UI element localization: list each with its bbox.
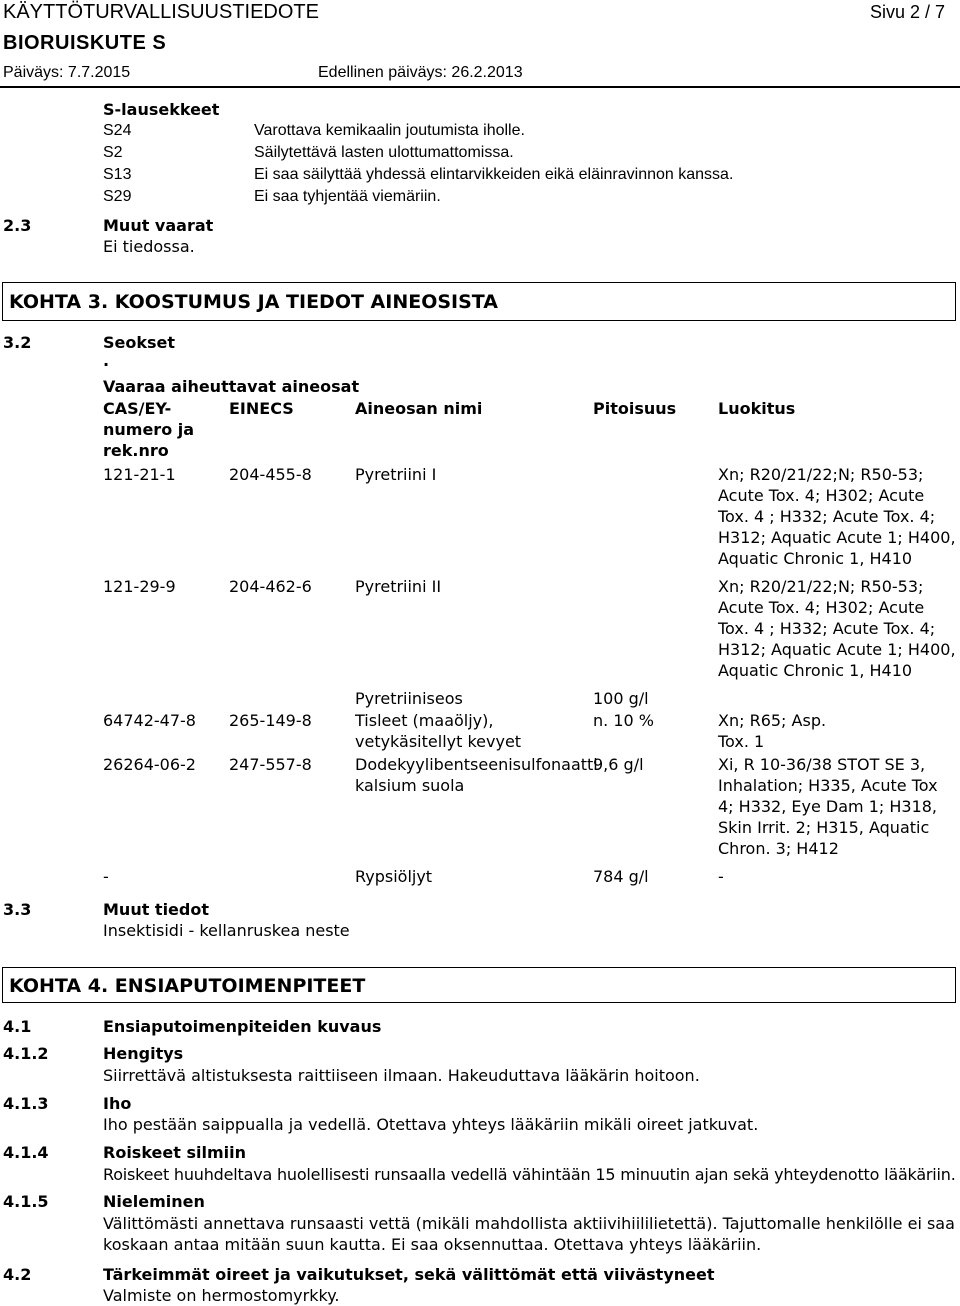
section-4-heading: KOHTA 4. ENSIAPUTOIMENPITEET (2, 967, 956, 1003)
s-code: S13 (103, 166, 132, 183)
table-cell-name: Rypsiöljyt (355, 867, 433, 886)
s-phrases-heading: S-lausekkeet (103, 100, 220, 119)
section-number: 3.2 (3, 333, 32, 352)
previous-date: Edellinen päiväys: 26.2.2013 (318, 64, 523, 81)
section-number: 4.2 (3, 1265, 32, 1284)
section-title: Ensiaputoimenpiteiden kuvaus (103, 1017, 382, 1036)
s-text: Ei saa tyhjentää viemäriin. (254, 188, 441, 205)
table-cell-name: Pyretriini I (355, 465, 437, 484)
subsection-number: 4.1.4 (3, 1143, 49, 1162)
table-cell-einecs: 265-149-8 (229, 711, 312, 730)
subsection-title: Hengitys (103, 1044, 184, 1063)
table-cell-classification: - (718, 867, 724, 886)
section-text: Insektisidi - kellanruskea neste (103, 921, 350, 940)
table-cell-einecs: 247-557-8 (229, 755, 312, 774)
s-text: Säilytettävä lasten ulottumattomissa. (254, 144, 514, 161)
subsection-title: Roiskeet silmiin (103, 1143, 246, 1162)
table-cell-cas: 26264-06-2 (103, 755, 196, 774)
column-header-concentration: Pitoisuus (593, 399, 677, 418)
subsection-title: Nieleminen (103, 1192, 205, 1211)
subsection-text: Siirrettävä altistuksesta raittiiseen ilmaan. Hakeuduttava lääkärin hoitoon. (103, 1066, 700, 1085)
document-type: KÄYTTÖTURVALLISUUSTIEDOTE (3, 1, 319, 23)
header-rule (0, 86, 960, 88)
column-header-einecs: EINECS (229, 399, 294, 418)
table-cell-cas: - (103, 867, 109, 886)
subsection-number: 4.1.2 (3, 1044, 49, 1063)
product-name: BIORUISKUTE S (3, 32, 167, 54)
table-cell-concentration: 100 g/l (593, 689, 649, 708)
dot: . (103, 351, 110, 370)
subsection-text: Roiskeet huuhdeltava huolellisesti runsaalla vedellä vähintään 15 minuutin ajan sekä yhteydenotto lääkäriin. (103, 1165, 956, 1184)
section-text: Valmiste on hermostomyrkky. (103, 1286, 340, 1305)
s-text: Ei saa säilyttää yhdessä elintarvikkeiden eikä eläinravinnon kanssa. (254, 166, 734, 183)
section-title: Muut vaarat (103, 216, 214, 235)
subsection-number: 4.1.3 (3, 1094, 49, 1113)
section-title: Seokset (103, 333, 176, 352)
section-text: Ei tiedossa. (103, 237, 195, 256)
table-cell-concentration: 784 g/l (593, 867, 649, 886)
table-cell-name: Pyretriiniseos (355, 689, 463, 708)
table-cell-cas: 64742-47-8 (103, 711, 196, 730)
section-title: Tärkeimmät oireet ja vaikutukset, sekä välittömät että viivästyneet (103, 1265, 715, 1284)
section-title: Muut tiedot (103, 900, 209, 919)
s-code: S24 (103, 122, 132, 139)
page-number: Sivu 2 / 7 (870, 2, 946, 22)
date: Päiväys: 7.7.2015 (3, 64, 131, 81)
table-cell-einecs: 204-462-6 (229, 577, 312, 596)
table-cell-concentration: 9,6 g/l (593, 755, 644, 774)
column-header-cas: CAS/EY-numero ja rek.nro (103, 399, 195, 460)
table-cell-concentration: n. 10 % (593, 711, 654, 730)
table-cell-name: Pyretriini II (355, 577, 442, 596)
s-code: S2 (103, 144, 123, 161)
table-title: Vaaraa aiheuttavat aineosat (103, 377, 360, 396)
table-cell-name: Tisleet (maaöljy), vetykäsitellyt kevyet (355, 711, 522, 751)
subsection-number: 4.1.5 (3, 1192, 49, 1211)
table-cell-classification: Xn; R65; Asp. Tox. 1 (718, 711, 827, 751)
table-cell-classification: Xn; R20/21/22;N; R50-53; Acute Tox. 4; H302; Acute Tox. 4 ; H332; Acute Tox. 4; H312; Aquatic Acute 1; H400, Aquatic Chronic 1, H410 (718, 577, 956, 680)
column-header-name: Aineosan nimi (355, 399, 483, 418)
section-number: 3.3 (3, 900, 32, 919)
subsection-text: Välittömästi annettava runsaasti vettä (mikäli mahdollista aktiivihiililietettä). Tajuttomalle henkilölle ei saa koskaan antaa mitään suun kautta. Ei saa oksennuttaa. Otettava yhteys lääkäriin. (103, 1214, 955, 1254)
table-cell-classification: Xi, R 10-36/38 STOT SE 3, Inhalation; H335, Acute Tox 4; H332, Eye Dam 1; H318, Skin Irrit. 2; H315, Aquatic Chron. 3; H412 (718, 755, 938, 858)
section-3-heading: KOHTA 3. KOOSTUMUS JA TIEDOT AINEOSISTA (2, 282, 956, 321)
table-cell-name: Dodekyylibentseenisulfonaatti kalsium suola (355, 755, 598, 795)
table-cell-cas: 121-21-1 (103, 465, 176, 484)
s-code: S29 (103, 188, 132, 205)
section-number: 4.1 (3, 1017, 32, 1036)
section-number: 2.3 (3, 216, 32, 235)
s-text: Varottava kemikaalin joutumista iholle. (254, 122, 525, 139)
table-cell-einecs: 204-455-8 (229, 465, 312, 484)
subsection-title: Iho (103, 1094, 132, 1113)
table-cell-cas: 121-29-9 (103, 577, 176, 596)
table-cell-classification: Xn; R20/21/22;N; R50-53; Acute Tox. 4; H302; Acute Tox. 4 ; H332; Acute Tox. 4; H312; Aquatic Acute 1; H400, Aquatic Chronic 1, H410 (718, 465, 956, 568)
subsection-text: Iho pestään saippualla ja vedellä. Otettava yhteys lääkäriin mikäli oireet jatkuvat. (103, 1115, 759, 1134)
column-header-classification: Luokitus (718, 399, 796, 418)
